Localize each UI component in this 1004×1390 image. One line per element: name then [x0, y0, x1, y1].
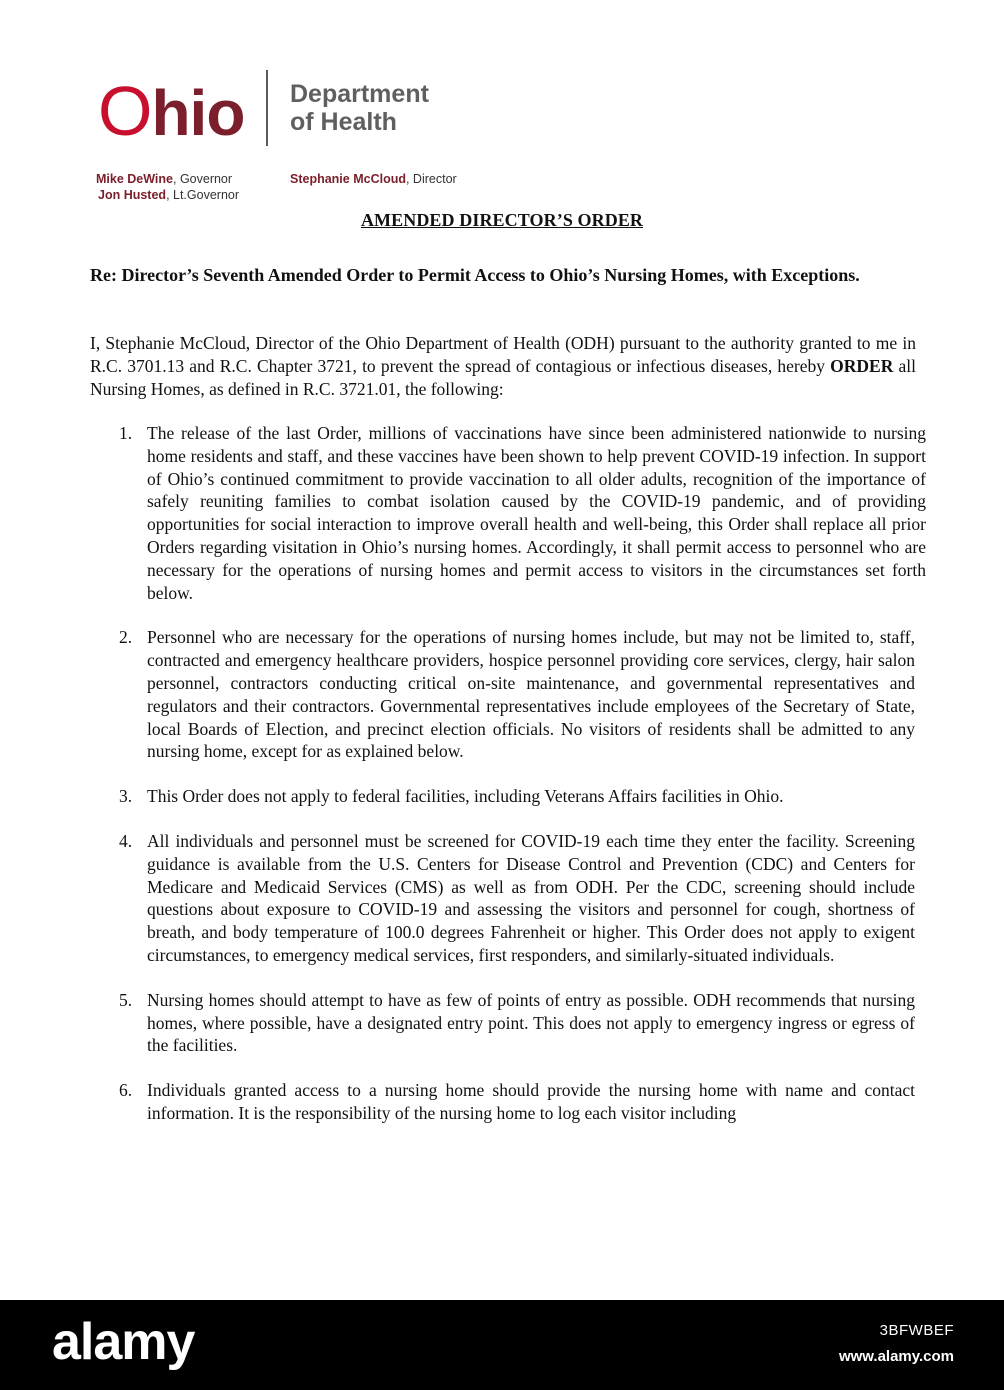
intro-text-end: all Nursing Homes, as defined in R.C. 3721.01, the following:: [90, 356, 916, 399]
list-item-text: Nursing homes should attempt to have as few of points of entry as possible. ODH recommends that nursing homes, where possible, have a designated entry point. This does not apply to emergency ingress or egress of the facilities.: [147, 989, 915, 1056]
list-item-number: 2.: [119, 627, 133, 648]
ohio-wordmark-o: O: [98, 72, 152, 150]
list-item-text: Individuals granted access to a nursing home should provide the nursing home with name and contact information. It is the responsibility of the nursing home to log each visitor including: [147, 1080, 915, 1123]
list-item: [90, 626, 915, 763]
logo-divider: [266, 70, 268, 146]
officials-director: [290, 171, 457, 187]
list-item-text: All individuals and personnel must be screened for COVID-19 each time they enter the facility. Screening guidance is available from the U.S. Centers for Disease Control and Prevention (CDC) and Centers for Medicare and Medicaid Services (CMS) as well as from ODH. Per the CDC, screening should include questions about exposure to COVID-19 and assessing the visitors and personnel for cough, shortness of breath, and body temperature of 100.0 degrees Fahrenheit or higher. This Order does not apply to exigent circumstances, to emergency medical services, first responders, and similarly-situated individuals.: [147, 830, 915, 965]
ohio-wordmark-rest: hio: [151, 77, 245, 149]
alamy-watermark-bar: [0, 1300, 1004, 1390]
ohio-wordmark: [98, 72, 244, 152]
lt-governor-title: , Lt.Governor: [166, 188, 240, 202]
list-item: [90, 989, 915, 1057]
list-item-number: 3.: [119, 786, 133, 807]
department-name-line2: of Health: [290, 108, 397, 136]
list-item-number: 1.: [119, 423, 133, 443]
governor-title: , Governor: [173, 172, 233, 186]
image-id-label: 3BFWBEF: [879, 1322, 954, 1339]
ohio-department-of-health-logo: [98, 70, 498, 150]
director-title: , Director: [405, 172, 457, 186]
department-name: [290, 80, 429, 136]
list-item-text: The release of the last Order, millions of vaccinations have since been administered nationwide to nursing home residents and staff, and these vaccines have been shown to help prevent COVID-19 infection. In support of Ohio’s continued commitment to provide vaccination to all older adults, recognition of the importance of safely reuniting families to combat isolation caused by the COVID-19 pandemic, and of providing opportunities for social interaction to improve overall health and well-being, this Order shall replace all prior Orders regarding visitation in Ohio’s nursing homes. Accordingly, it shall permit access to personnel who are necessary for the operations of nursing homes and permit access to visitors in the circumstances set forth below.: [147, 423, 926, 603]
director-name: Stephanie McCloud: [290, 172, 406, 186]
lt-governor-name: Jon Husted: [98, 188, 167, 202]
governor-name: Mike DeWine: [96, 172, 173, 186]
document-title: AMENDED DIRECTOR’S ORDER: [360, 210, 644, 230]
intro-text-start: I, Stephanie McCloud, Director of the Ohio Department of Health (ODH) pursuant to the authority granted to me in R.C. 3701.13 and R.C. Chapter 3721, to prevent the spread of contagious or infectious diseases, hereby: [90, 333, 916, 376]
alamy-url: www.alamy.com: [838, 1348, 954, 1365]
list-item-text: This Order does not apply to federal facilities, including Veterans Affairs facilities in Ohio.: [147, 786, 784, 807]
list-item-number: 4.: [119, 830, 133, 851]
intro-paragraph: [90, 332, 916, 401]
lt-governor-line: [96, 187, 239, 203]
order-items-list: [90, 422, 926, 1147]
governor-line: [96, 171, 239, 187]
department-name-line1: Department: [290, 80, 429, 108]
alamy-logo: alamy: [52, 1313, 195, 1371]
subject-line: Re: Director’s Seventh Amended Order to Permit Access to Ohio’s Nursing Homes, with Exceptions.: [90, 265, 860, 285]
officials-governors: [96, 171, 239, 203]
list-item: [90, 830, 915, 967]
list-item: [90, 785, 915, 808]
list-item-number: 6.: [119, 1080, 133, 1101]
list-item-text: Personnel who are necessary for the operations of nursing homes include, but may not be limited to, staff, contracted and emergency healthcare providers, hospice personnel providing core services, clergy, hair salon personnel, contractors conducting critical on-site maintenance, and governmental representatives and regulators and their contractors. Governmental representatives include employees of the Secretary of State, local Boards of Election, and precinct election officials. No visitors of residents shall be admitted to any nursing home, except for as explained below.: [147, 627, 915, 762]
list-item: [90, 1079, 915, 1125]
list-item-number: 5.: [119, 989, 133, 1010]
list-item: [90, 422, 926, 604]
intro-order-keyword: ORDER: [830, 356, 894, 376]
